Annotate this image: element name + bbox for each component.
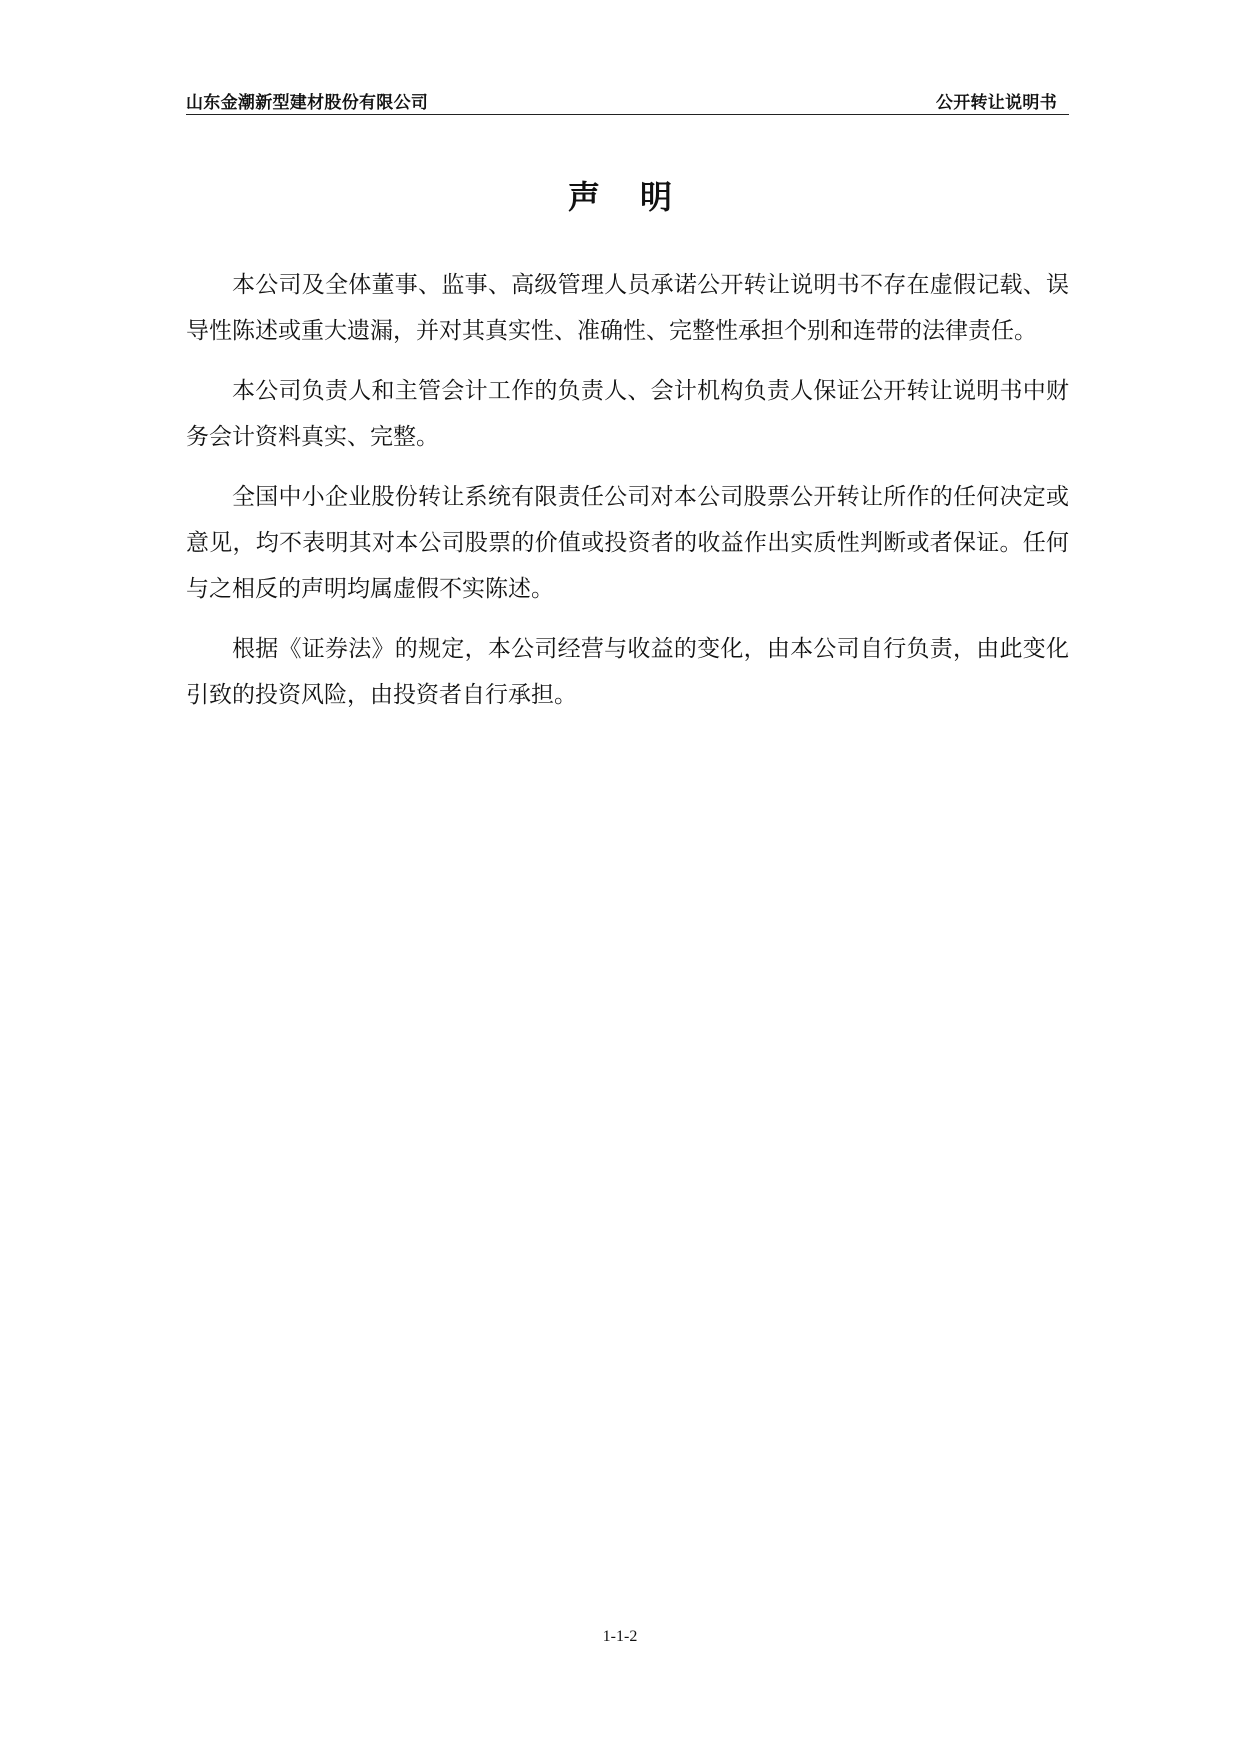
header-document-type: 公开转让说明书	[935, 93, 1057, 113]
paragraph-2: 本公司负责人和主管会计工作的负责人、会计机构负责人保证公开转让说明书中财务会计资料真实、完整。	[186, 378, 1069, 450]
paragraph-4: 根据《证券法》的规定，本公司经营与收益的变化，由本公司自行负责，由此变化引致的投资风险，由投资者自行承担。	[186, 636, 1069, 708]
paragraph-3: 全国中小企业股份转让系统有限责任公司对本公司股票公开转让所作的任何决定或意见，均不表明其对本公司股票的价值或投资者的收益作出实质性判断或者保证。任何与之相反的声明均属虚假不实陈述。	[186, 484, 1069, 602]
declaration-body	[186, 262, 1069, 732]
page-number: 1-1-2	[602, 1628, 638, 1645]
header-company-name: 山东金潮新型建材股份有限公司	[186, 93, 429, 113]
paragraph-1: 本公司及全体董事、监事、高级管理人员承诺公开转让说明书不存在虚假记载、误导性陈述或重大遗漏，并对其真实性、准确性、完整性承担个别和连带的法律责任。	[186, 272, 1069, 344]
page-header	[186, 86, 1069, 115]
page-title: 声明	[567, 178, 712, 216]
